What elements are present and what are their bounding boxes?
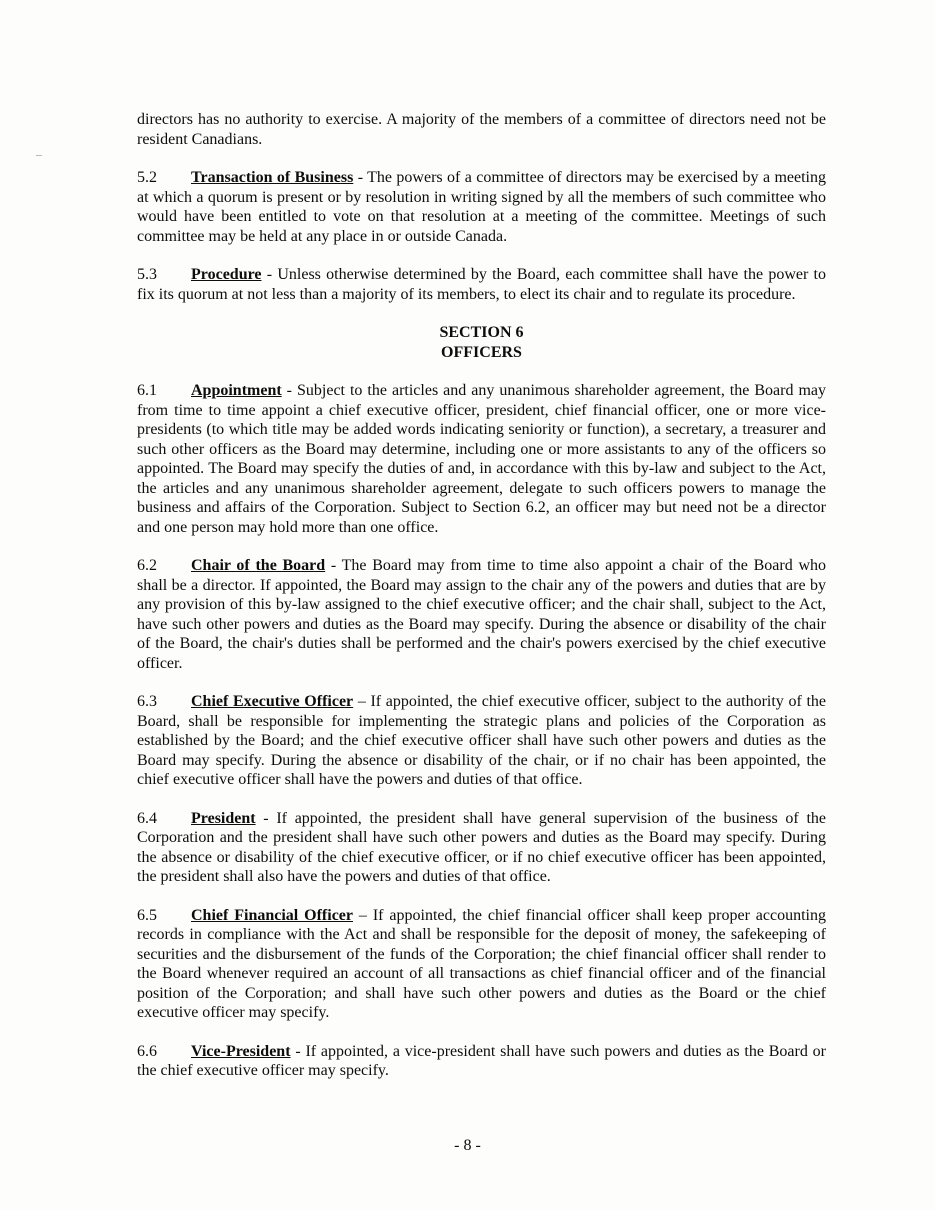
continuation-paragraph: directors has no authority to exercise. A majority of the members of a committee of directors need not be resident Canadians. [137,111,826,148]
clause-number: 6.6 [137,1042,157,1060]
clause-number: 6.2 [137,557,157,574]
clause-5-2 [137,168,826,246]
section-title: OFFICERS [441,343,522,361]
clause-body: - The powers of a committee of directors may be exercised by a meeting at which a quorum is present or by resolution in writing signed by all the members of such committee who would have been entitled to vote on that resolution at a meeting of the committee. Meetings of such committee may be held at any place in or outside Canada. [137,169,826,245]
section-6-heading [137,323,826,362]
clause-title: Chief Executive Officer [191,693,354,710]
clause-6-3 [137,692,826,790]
clause-6-2 [137,556,826,673]
clause-6-6 [137,1042,826,1081]
clause-title: Chair of the Board [191,557,326,574]
clause-title: Transaction of Business [191,169,354,186]
clause-number: 6.4 [137,809,157,827]
clause-title: Procedure [191,266,262,283]
page-number: - 8 - [454,1136,481,1154]
scan-artifact-mark [36,155,42,156]
clause-body: – If appointed, the chief financial officer shall keep proper accounting records in compliance with the Act and shall be responsible for the deposit of money, the safekeeping of securities and the disbursement of the funds of the Corporation; the chief financial officer shall render to the Board whenever required an account of all transactions as chief financial officer and of the financial position of the Corporation; and shall have such other powers and duties as the Board or the chief executive officer may specify. [137,906,826,1021]
clause-body: – If appointed, the chief executive officer, subject to the authority of the Board, shall be responsible for implementing the strategic plans and policies of the Corporation as established by the Board; and the chief executive officer shall have such other powers and duties as the Board may specify. During the absence or disability of the chair, or if no chair has been appointed, the chief executive officer shall have the powers and duties of that office. [137,693,826,788]
clause-number: 5.2 [137,169,157,186]
clause-body: - Unless otherwise determined by the Board, each committee shall have the power to fix its quorum at not less than a majority of its members, to elect its chair and to regulate its procedure. [137,266,826,303]
clause-title: Chief Financial Officer [191,906,354,924]
section-number: SECTION 6 [439,324,524,341]
clause-title: Appointment [191,382,282,399]
clause-number: 6.1 [137,382,157,399]
clause-body: - The Board may from time to time also appoint a chair of the Board who shall be a director. If appointed, the Board may assign to the chair any of the powers and duties that are by any provision of this by-law assigned to the chief executive officer; and the chair shall, subject to the Act, have such other powers and duties as the Board may specify. During the absence or disability of the chair of the Board, the chair's duties shall be performed and the chair's powers exercised by the chief executive officer. [137,557,826,672]
clause-number: 5.3 [137,266,157,283]
clause-title: President [191,809,256,827]
clause-6-1 [137,381,826,537]
clause-6-5 [137,906,826,1023]
clause-number: 6.5 [137,906,157,924]
clause-body: - If appointed, a vice-president shall have such powers and duties as the Board or the chief executive officer may specify. [137,1042,826,1079]
clause-5-3 [137,265,826,304]
clause-title: Vice-President [191,1042,291,1060]
clause-body: - Subject to the articles and any unanimous shareholder agreement, the Board may from time to time appoint a chief executive officer, president, chief financial officer, one or more vice-presidents (to which title may be added words indicating seniority or function), a secretary, a treasurer and such other officers as the Board may determine, including one or more assistants to any of the officers so appointed. The Board may specify the duties of and, in accordance with this by-law and subject to the Act, the articles and any unanimous shareholder agreement, delegate to such officers powers to manage the business and affairs of the Corporation. Subject to Section 6.2, an officer may but need not be a director and one person may hold more than one office. [137,382,826,536]
clause-number: 6.3 [137,693,157,710]
clause-6-4 [137,809,826,887]
clause-body: - If appointed, the president shall have general supervision of the business of the Corporation and the president shall have such other powers and duties as the Board may specify. During the absence or disability of the chief executive officer, or if no chief executive officer has been appointed, the president shall also have the powers and duties of that office. [137,809,826,885]
